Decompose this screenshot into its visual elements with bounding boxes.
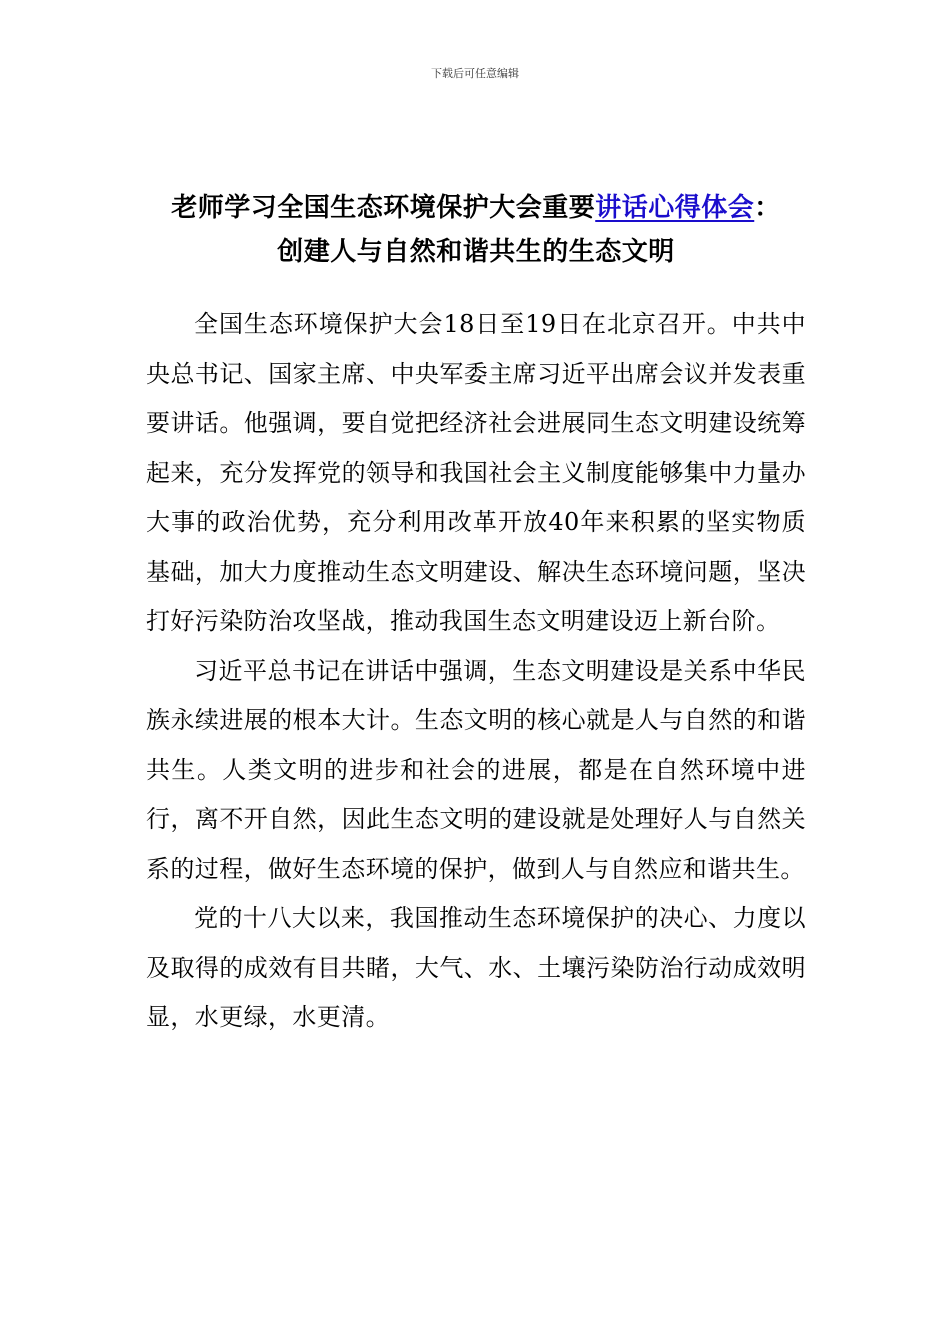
title-link[interactable]: 讲话心得体会	[595, 193, 755, 223]
document-body	[146, 300, 806, 1043]
paragraph-2: 习近平总书记在讲话中强调，生态文明建设是关系中华民族永续进展的根本大计。生态文明的核心就是人与自然的和谐共生。人类文明的进步和社会的进展，都是在自然环境中进行，离不开自然，因此生态文明的建设就是处理好人与自然关系的过程，做好生态环境的保护，做到人与自然应和谐共生。	[146, 656, 806, 883]
header-note: 下载后可任意编辑	[431, 67, 519, 80]
paragraph-3: 党的十八大以来，我国推动生态环境保护的决心、力度以及取得的成效有目共睹，大气、水、土壤污染防治行动成效明显，水更绿，水更清。	[146, 904, 806, 1031]
title-part1: 老师学习全国生态环境保护大会重要	[171, 193, 596, 223]
title-part2: ：	[754, 193, 781, 223]
document-title	[120, 186, 832, 274]
paragraph-1: 全国生态环境保护大会18日至19日在北京召开。中共中央总书记、国家主席、中央军委主席习近平出席会议并发表重要讲话。他强调，要自觉把经济社会进展同生态文明建设统筹起来，充分发挥党的领导和我国社会主义制度能够集中力量办大事的政治优势，充分利用改革开放40年来积累的坚实物质基础，加大力度推动生态文明建设、解决生态环境问题，坚决打好污染防治攻坚战，推动我国生态文明建设迈上新台阶。	[146, 310, 806, 635]
title-line2: 创建人与自然和谐共生的生态文明	[277, 237, 675, 267]
